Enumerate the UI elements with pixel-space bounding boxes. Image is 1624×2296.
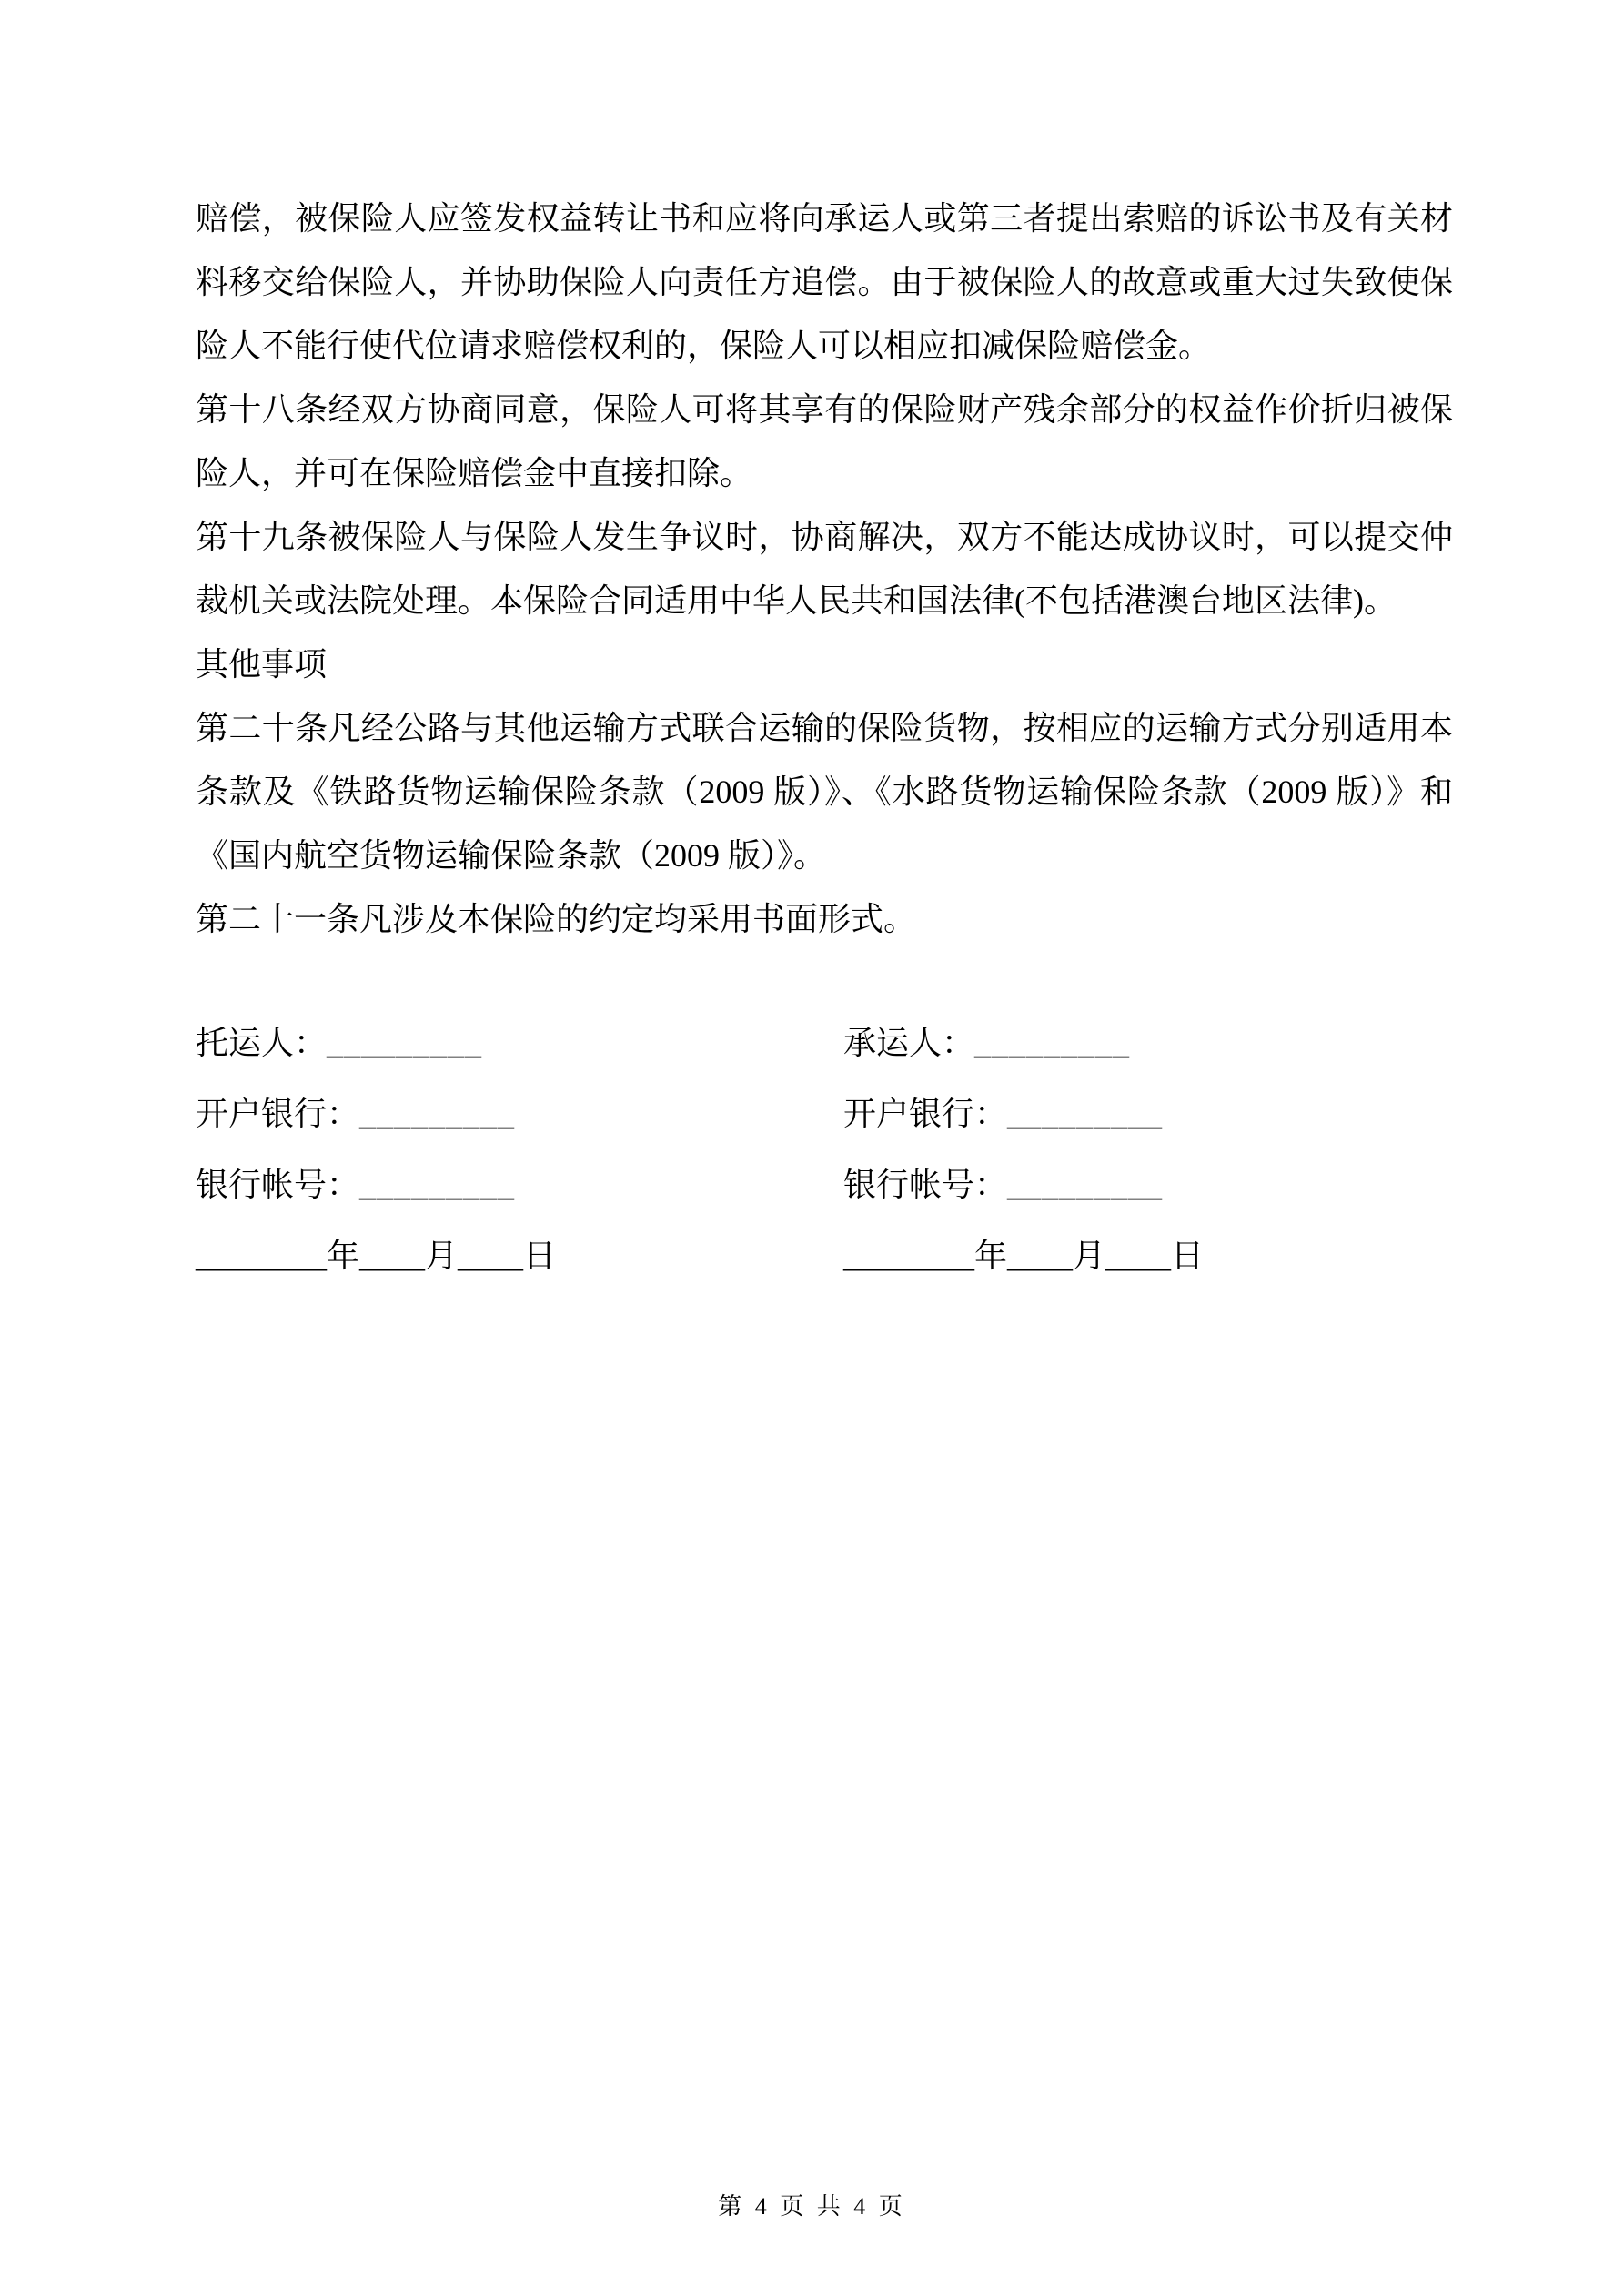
carrier-bank-blank-line: _________ xyxy=(1007,1096,1164,1132)
shipper-blank-line: _________ xyxy=(327,1025,483,1061)
carrier-account-blank-line: _________ xyxy=(1007,1167,1164,1203)
carrier-account-label: 银行帐号： xyxy=(843,1167,1008,1203)
signature-column-shipper xyxy=(196,1007,843,1291)
shipper-row xyxy=(196,1007,843,1078)
document-body xyxy=(196,187,1453,1291)
paragraph-article-18: 第十八条经双方协商同意，保险人可将其享有的保险财产残余部分的权益作价折归被保险人，并可在保险赔偿金中直接扣除。 xyxy=(196,391,1453,491)
carrier-row xyxy=(843,1007,1453,1078)
carrier-account-row xyxy=(843,1149,1453,1220)
section-heading-other-matters: 其他事项 xyxy=(196,646,328,683)
shipper-account-label: 银行帐号： xyxy=(196,1167,360,1203)
carrier-blank-line: _________ xyxy=(974,1025,1131,1061)
carrier-date-row xyxy=(843,1220,1453,1291)
shipper-account-row xyxy=(196,1149,843,1220)
paragraph-article-20: 第二十条凡经公路与其他运输方式联合运输的保险货物，按相应的运输方式分别适用本条款及《铁路货物运输保险条款（2009 版）》、《水路货物运输保险条款（2009 版）》和《国内航空货物运输保险条款（2009 版）》。 xyxy=(196,710,1453,874)
paragraph-article-21: 第二十一条凡涉及本保险的约定均采用书面形式。 xyxy=(196,901,917,937)
shipper-date-line: ________年____月____日 xyxy=(196,1238,556,1274)
shipper-label: 托运人： xyxy=(196,1025,328,1061)
carrier-date-line: ________年____月____日 xyxy=(843,1238,1204,1274)
shipper-bank-blank-line: _________ xyxy=(359,1096,516,1132)
shipper-date-row xyxy=(196,1220,843,1291)
shipper-bank-row xyxy=(196,1078,843,1149)
signature-block xyxy=(196,1007,1453,1291)
paragraph-article-19: 第十九条被保险人与保险人发生争议时，协商解决，双方不能达成协议时，可以提交仲裁机关或法院处理。本保险合同适用中华人民共和国法律(不包括港澳台地区法律)。 xyxy=(196,519,1453,619)
shipper-bank-label: 开户银行： xyxy=(196,1096,360,1132)
signature-column-carrier xyxy=(843,1007,1453,1291)
paragraph-continuation: 赔偿，被保险人应签发权益转让书和应将向承运人或第三者提出索赔的诉讼书及有关材料移交给保险人，并协助保险人向责任方追偿。由于被保险人的故意或重大过失致使保险人不能行使代位请求赔偿权利的，保险人可以相应扣减保险赔偿金。 xyxy=(196,200,1453,364)
carrier-bank-row xyxy=(843,1078,1453,1149)
shipper-account-blank-line: _________ xyxy=(359,1167,516,1203)
carrier-bank-label: 开户银行： xyxy=(843,1096,1008,1132)
carrier-label: 承运人： xyxy=(843,1025,975,1061)
page-number-footer: 第 4 页 共 4 页 xyxy=(718,2193,906,2220)
